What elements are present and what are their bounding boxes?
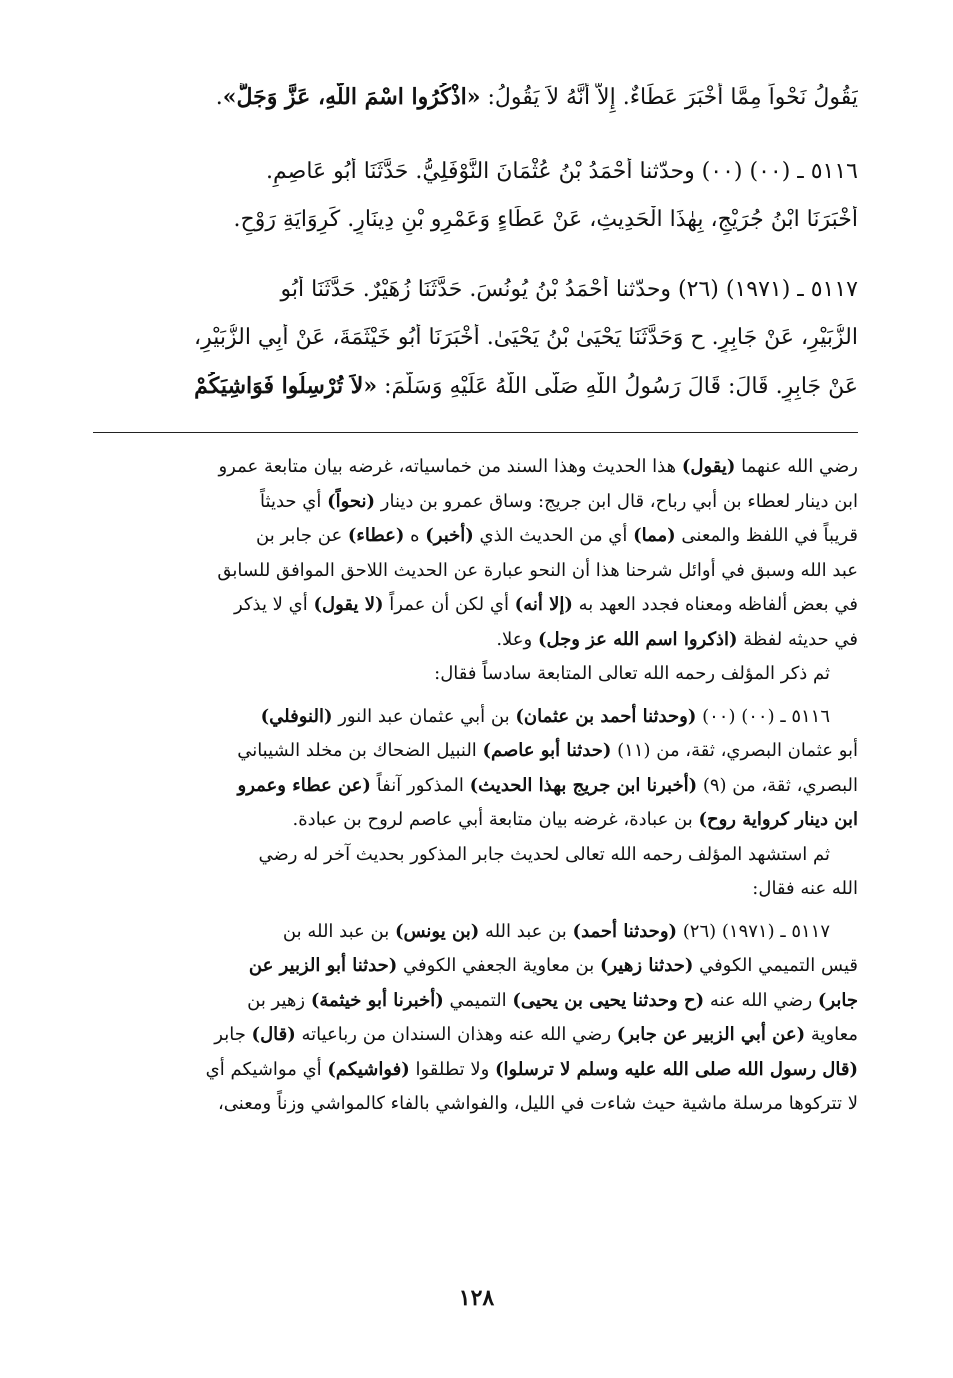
commentary-line: ٥١١٧ ـ (١٩٧١) (٢٦) (وحدثنا أحمد) بن عبد الله (بن يونس) بن عبد الله بن — [282, 920, 830, 942]
commentary-line: أبو عثمان البصري، ثقة، من (١١) (حدثنا أبو عاصم) النبيل الضحاك بن مخلد الشيباني — [237, 740, 858, 761]
hadith-text: الزُّبَيْرِ، عَنْ جَابِرٍ. ح وَحَدَّثَنَا يَحْيَىٰ بْنُ يَحْيَىٰ. أَخْبَرَنَا أَبُو خَيْثَمَةَ، عَنْ أَبِي الزُّبَيْرِ، — [193, 325, 858, 350]
commentary-line: قيس التميمي الكوفي (حدثنا زهير) بن معاوية الجعفي الكوفي (حدثنا أبو الزبير عن — [248, 955, 858, 976]
footnote-divider — [93, 432, 858, 433]
commentary-paragraph — [93, 700, 858, 838]
commentary-line: البصري، ثقة، من (٩) (أخبرنا ابن جريج بهذا الحديث) المذكور آنفاً (عن عطاء وعمرو — [237, 774, 858, 796]
commentary-line: جابر) رضي الله عنه (ح وحدثنا يحيى بن يحيى) التميمي (أخبرنا أبو خيثمة) زهير بن — [247, 989, 858, 1011]
commentary-line: لا تتركوها مرسلة ماشية حيث شاءت في الليل، والفواشي بالفاء كالمواشي وزناً ومعنى، — [217, 1093, 858, 1114]
commentary-line: قريباً في اللفظ والمعنى (مما) أي من الحديث الذي (أخبر) ه (عطاء) عن جابر بن — [256, 525, 858, 546]
commentary-line: رضي الله عنهما (يقول) هذا الحديث وهذا السند من خماسياته، غرضه بيان متابعة عمرو — [218, 456, 858, 477]
commentary-paragraph — [93, 838, 858, 907]
hadith-text: ٥١١٧ ـ (١٩٧١) (٢٦) وحدّثنا أَحْمَدُ بْنُ يُونُسَ. حَدَّثَنَا زُهَيْرٌ. حَدَّثَنَا أَبُو — [280, 277, 858, 302]
hadith-text: . — [215, 85, 223, 110]
commentary-line: ابن دينار لعطاء بن أبي رباح، قال ابن جريج: وساق عمرو بن دينار (نحواً) أي حديثاً — [260, 490, 858, 512]
commentary-line: ابن دينار كرواية روح) بن عبادة، غرضه بيان متابعة أبي عاصم لروح بن عبادة. — [292, 809, 858, 830]
commentary-line: ٥١١٦ ـ (٠٠) (٠٠) (وحدثنا أحمد بن عثمان) بن أبي عثمان عبد النور (النوفلي) — [260, 705, 830, 727]
hadith-line-4 — [93, 276, 858, 305]
commentary-line: معاوية (عن أبي الزبير عن جابر) رضي الله عنه وهذان السندان من رباعياته (قال) جابر — [214, 1024, 858, 1045]
commentary-line: الله عنه فقال: — [752, 878, 858, 899]
hadith-text: عَنْ جَابِرٍ. قَالَ: قَالَ رَسُولُ اللَّهِ صَلَّى اللَّهُ عَلَيْهِ وَسَلَّمَ: — [377, 374, 858, 399]
hadith-line-1 — [93, 83, 858, 113]
hadith-line-6 — [93, 372, 858, 402]
commentary-line: ثم ذكر المؤلف رحمه الله تعالى المتابعة سادساً فقال: — [434, 663, 830, 684]
commentary-paragraph — [93, 450, 858, 657]
hadith-text: ٥١١٦ ـ (٠٠) (٠٠) وحدّثنا أَحْمَدُ بْنُ عُثْمَانَ النَّوْفَلِيُّ. حَدَّثَنَا أَبُو عَاصِمٍ. — [266, 159, 858, 184]
hadith-quote-bold: «اذْكُرُوا اسْمَ اللَّهِ، عَزَّ وَجَلَّ» — [222, 84, 481, 110]
commentary-paragraph — [93, 915, 858, 1122]
commentary-line: عبد الله وسبق في أوائل شرحنا هذا أن النحو عبارة عن الحديث اللاحق الموافق للسابق — [217, 559, 858, 581]
commentary-line: في بعض ألفاظه ومعناه فجدد العهد به (إلا أنه) أي لكن أن عمراً (لا يقول) أي لا يذكر — [234, 594, 858, 615]
commentary — [93, 450, 858, 1122]
commentary-line: في حديثه لفظة (اذكروا اسم الله عز وجل) وعلا. — [496, 628, 858, 650]
hadith-line-3 — [93, 206, 858, 235]
hadith-text: أَخْبَرَنَا ابْنُ جُرَيْجٍ، بِهٰذَا الْحَدِيثِ، عَنْ عَطَاءٍ وَعَمْرِو بْنِ دِينَارٍ. كَرِوَايَةِ رَوْحٍ. — [233, 207, 858, 232]
page-number: ١٢٨ — [458, 1285, 495, 1311]
hadith-text: يَقُولُ نَحْواً مِمَّا أَخْبَرَ عَطَاءٌ. إِلاَّ أَنَّهُ لاَ يَقُولُ: — [480, 85, 858, 110]
commentary-line: (قال رسول الله صلى الله عليه وسلم لا ترسلوا) ولا تطلقوا (فواشيكم) أي مواشيكم أي — [205, 1058, 858, 1080]
hadith-line-2 — [93, 158, 858, 187]
commentary-line: ثم استشهد المؤلف رحمه الله تعالى لحديث جابر المذكور بحديث آخر له رضي — [258, 843, 830, 865]
hadith-quote-bold: «لاَ تُرْسِلُوا فَوَاشِيَكُمْ — [194, 373, 378, 399]
commentary-paragraph — [93, 657, 858, 692]
hadith-line-5 — [93, 324, 858, 353]
